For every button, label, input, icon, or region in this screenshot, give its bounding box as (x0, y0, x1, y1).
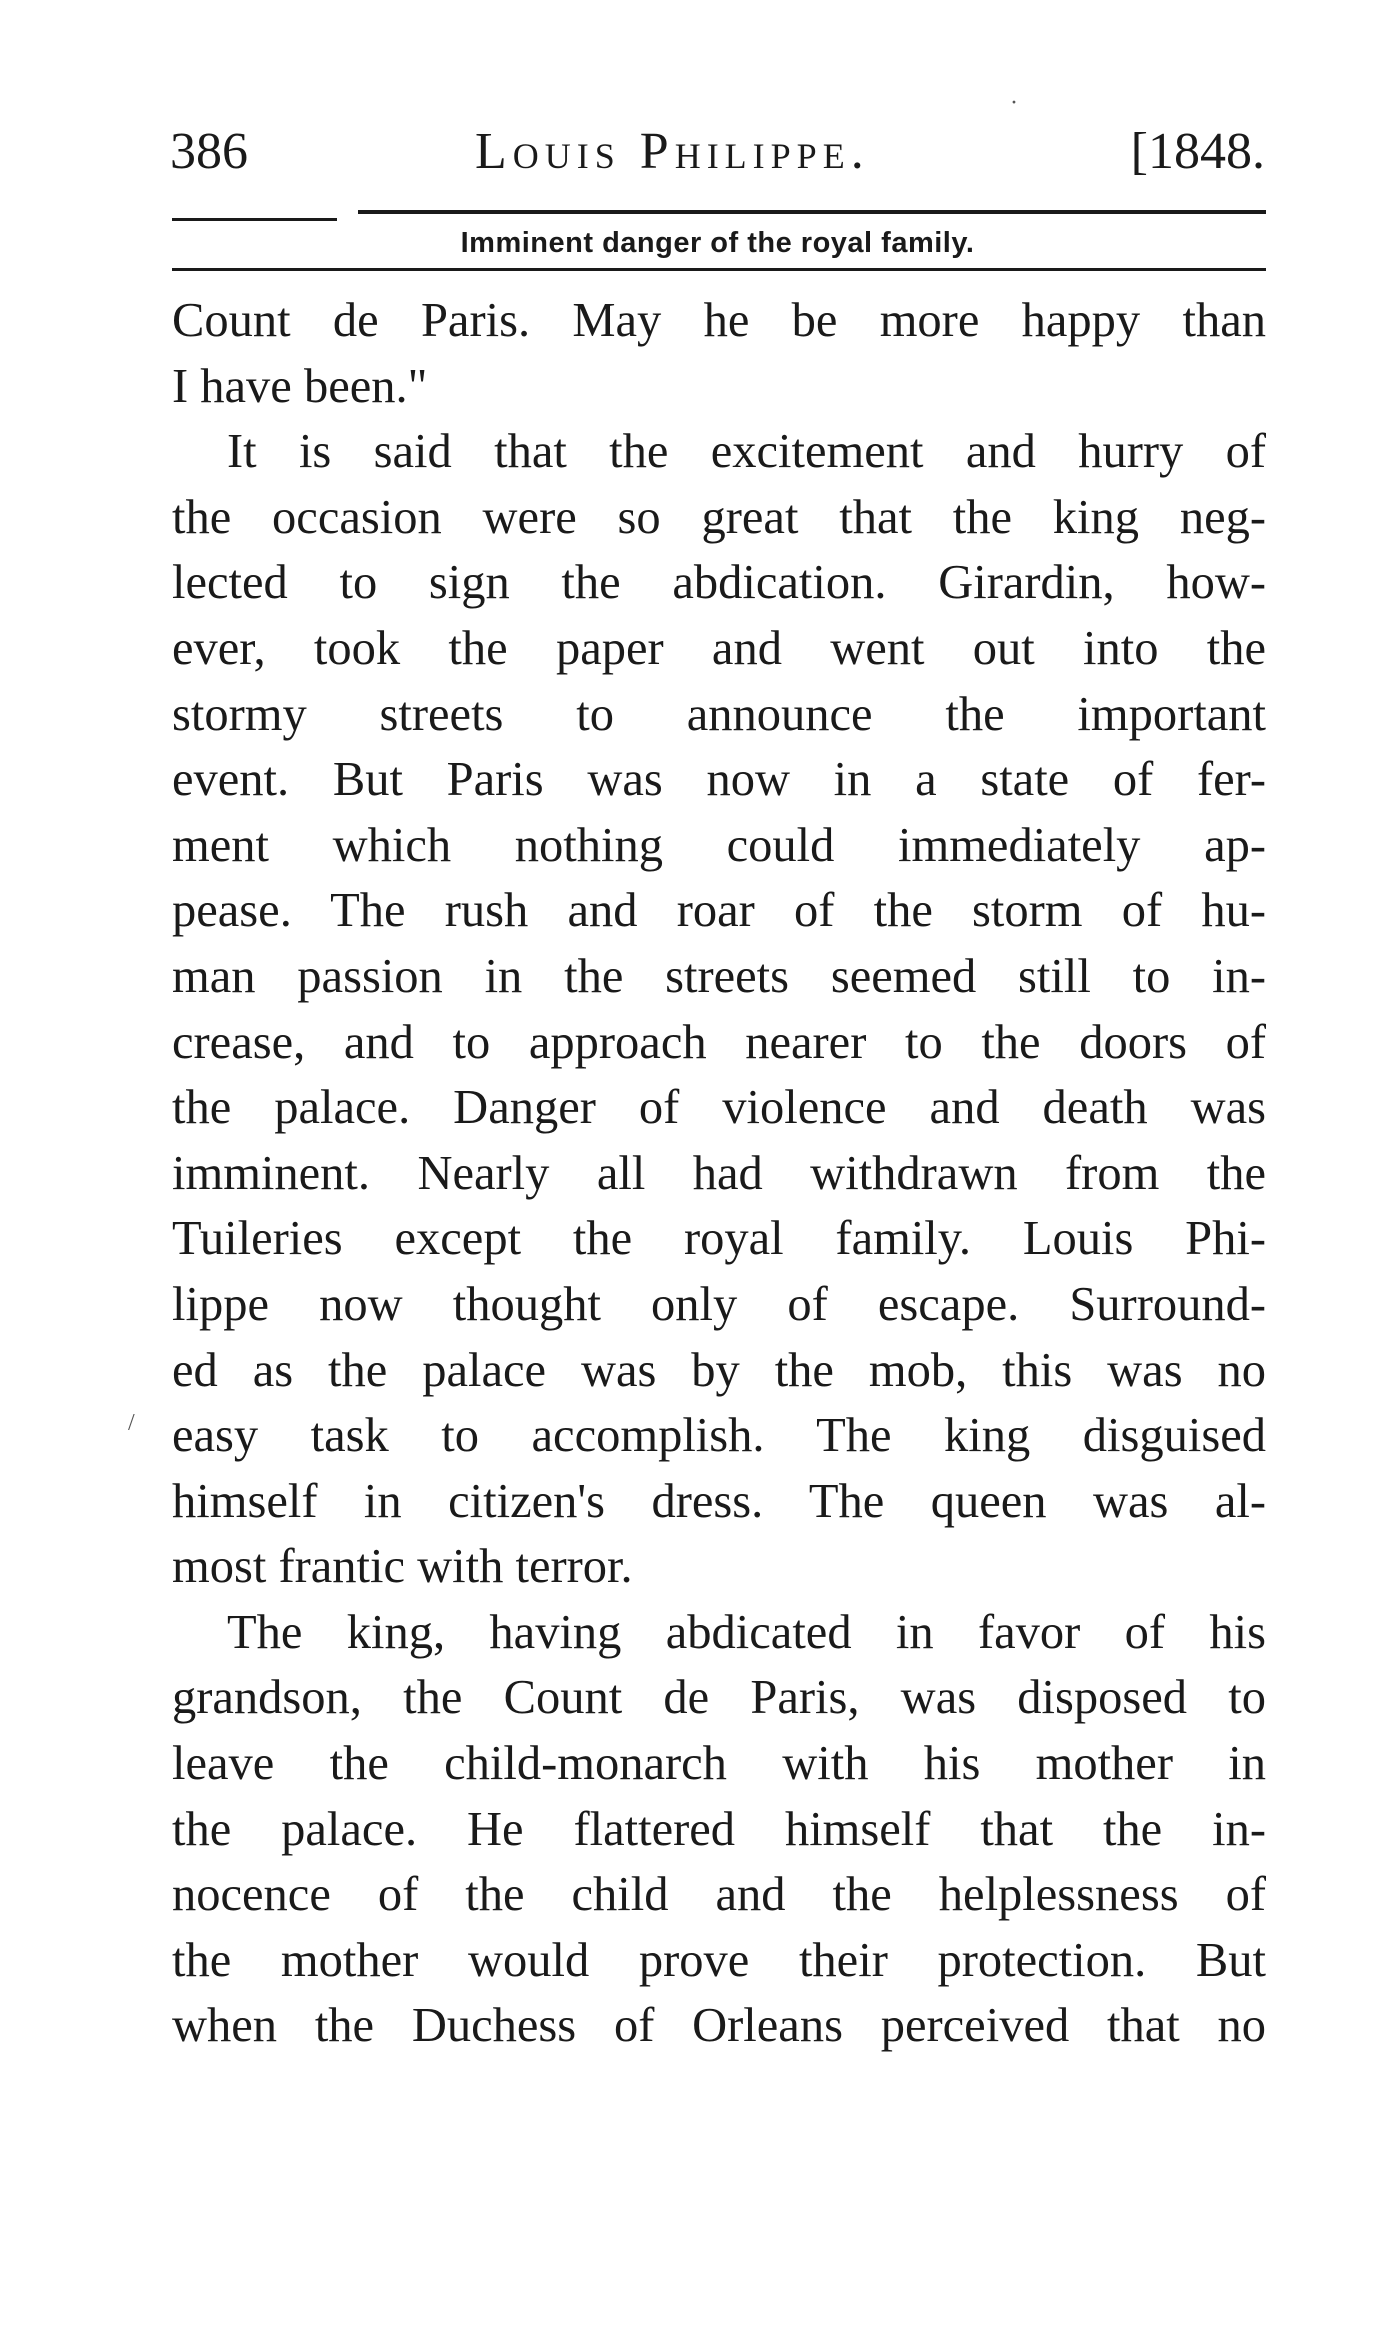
running-head (170, 112, 1265, 192)
text-line: ment which nothing could immediately ap- (172, 818, 1266, 872)
text-line: the palace. He flattered himself that the in- (172, 1802, 1266, 1856)
page-number: 386 (170, 123, 248, 180)
text-line: ed as the palace was by the mob, this was no (172, 1343, 1266, 1397)
text-line: man passion in the streets seemed still to in- (172, 949, 1266, 1003)
header-rule-long (358, 210, 1266, 214)
text-line: Count de Paris. May he be more happy than (172, 294, 1266, 347)
text-line: Tuileries except the royal family. Louis Phi- (172, 1212, 1266, 1266)
text-line: grandson, the Count de Paris, was disposed to (172, 1671, 1266, 1725)
text-line: ever, took the paper and went out into the (172, 621, 1266, 675)
text-line: easy task to accomplish. The king disguised (172, 1409, 1266, 1463)
text-line: stormy streets to announce the important (172, 687, 1266, 741)
text-line: when the Duchess of Orleans perceived that no (172, 1999, 1266, 2053)
text-line: lected to sign the abdication. Girardin, how- (172, 556, 1266, 610)
chapter-year: [1848. (1130, 123, 1265, 180)
text-line: most frantic with terror. (172, 1540, 633, 1594)
text-line: nocence of the child and the helplessness of (172, 1868, 1266, 1922)
text-line: The king, having abdicated in favor of his (227, 1605, 1266, 1659)
text-line: himself in citizen's dress. The queen was al- (172, 1474, 1266, 1528)
text-line: leave the child-monarch with his mother in (172, 1737, 1266, 1791)
text-line: event. But Paris was now in a state of fer- (172, 753, 1266, 807)
scan-speck: · (1010, 90, 1018, 116)
text-line: the mother would prove their protection. But (172, 1933, 1266, 1987)
text-line: the palace. Danger of violence and death was (172, 1081, 1266, 1135)
scan-speck: / (128, 1410, 135, 1436)
text-line: imminent. Nearly all had withdrawn from the (172, 1146, 1266, 1200)
body-text (172, 288, 1266, 2059)
section-subheading: Imminent danger of the royal family. (460, 227, 975, 259)
text-line: lippe now thought only of escape. Surround- (172, 1277, 1266, 1331)
text-line: pease. The rush and roar of the storm of hu- (172, 884, 1266, 938)
subheading-rule (172, 268, 1266, 271)
text-line: the occasion were so great that the king neg- (172, 490, 1266, 544)
text-line: It is said that the excitement and hurry of (227, 425, 1266, 479)
text-line: I have been." (172, 359, 428, 413)
book-title: Louis Philippe. (475, 123, 870, 180)
text-line: crease, and to approach nearer to the doors of (172, 1015, 1266, 1069)
